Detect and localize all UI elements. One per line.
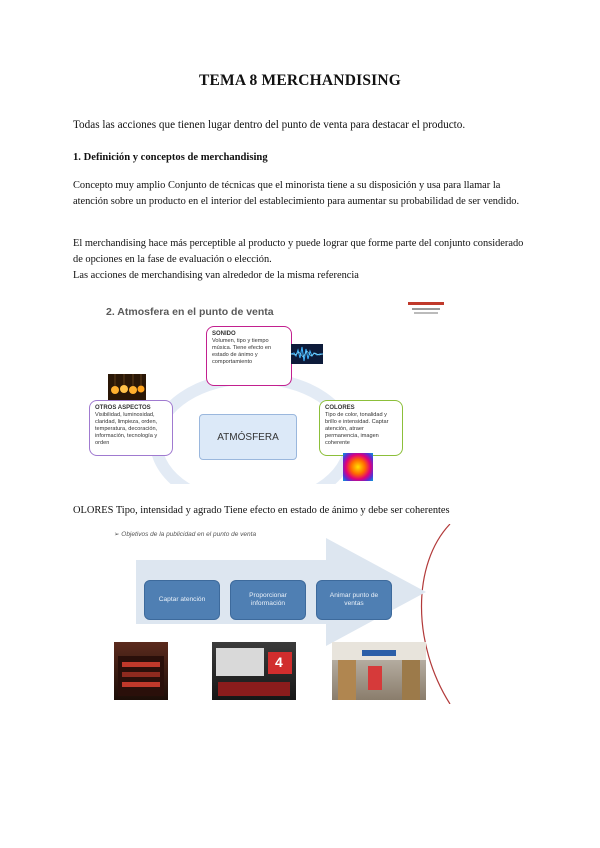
slide-objetivos-title-text: Objetivos de la publicidad en el punto de venta	[121, 531, 257, 538]
sound-wave-image	[291, 344, 323, 364]
step-proporcionar-informacion: Proporcionar información	[230, 580, 306, 620]
slide-objetivos-title	[114, 530, 256, 538]
page-title: TEMA 8 MERCHANDISING	[198, 72, 402, 89]
concept-paragraph: Concepto muy amplio Conjunto de técnicas que el minorista tiene a su disposición y usa para llamar la atención sobre un producto en el interior del establecimiento para aumentar su probabilidad de ser vendido.	[73, 180, 520, 207]
sonido-text: Volumen, tipo y tiempo música. Tiene efecto en estado de ánimo y comportamiento	[212, 338, 272, 365]
colores-text: Tipo de color, tonalidad y brillo e intensidad. Captar atención, atraer permanencia, imagen coherente	[325, 412, 389, 446]
colores-title: COLORES	[325, 405, 355, 411]
section-heading: 1. Definición y conceptos de merchandising	[73, 152, 268, 163]
step-animar-punto-de-ventas: Animar punto de ventas	[316, 580, 392, 620]
atmosfera-center-label: ATMÓSFERA	[217, 431, 279, 443]
step-captar-atencion: Captar atención	[144, 580, 220, 620]
perception-paragraph: El merchandising hace más perceptible al producto y puede lograr que forme parte del conjunto considerado de opciones en la fase de evaluación o elección.	[73, 238, 524, 265]
color-swatch-image	[343, 453, 373, 481]
intro-paragraph: Todas las acciones que tienen lugar dentro del punto de venta para destacar el producto.	[73, 119, 466, 131]
reference-paragraph: Las acciones de merchandising van alrededor de la misma referencia	[73, 270, 359, 281]
slide-logo	[406, 300, 446, 316]
bullet-arrow-icon: ➢	[114, 531, 122, 538]
slide-objetivos	[106, 524, 452, 704]
promo-photo-graphic	[212, 642, 296, 700]
sonido-title: SONIDO	[212, 331, 236, 337]
otros-title: OTROS ASPECTOS	[95, 405, 151, 411]
otros-text: Visibilidad, luminosidad, claridad, limpieza, orden, temperatura, decoración, información, tecnología y orden	[95, 412, 158, 446]
promo-sign-text: 4	[275, 654, 283, 670]
store-photo-display	[114, 642, 168, 700]
slide-atmosfera	[86, 294, 454, 484]
sonido-box	[206, 326, 292, 386]
store-photo-aisle	[332, 642, 426, 700]
light-bulbs-image	[108, 374, 146, 400]
atmosfera-center-box	[199, 414, 297, 460]
olores-paragraph: OLORES Tipo, intensidad y agrado Tiene efecto en estado de ánimo y debe ser coherentes	[73, 505, 450, 516]
store-photo-promo	[212, 642, 296, 700]
colores-box	[319, 400, 403, 456]
slide-atmosfera-title: 2. Atmosfera en el punto de venta	[106, 306, 274, 318]
otros-aspectos-box	[89, 400, 173, 456]
